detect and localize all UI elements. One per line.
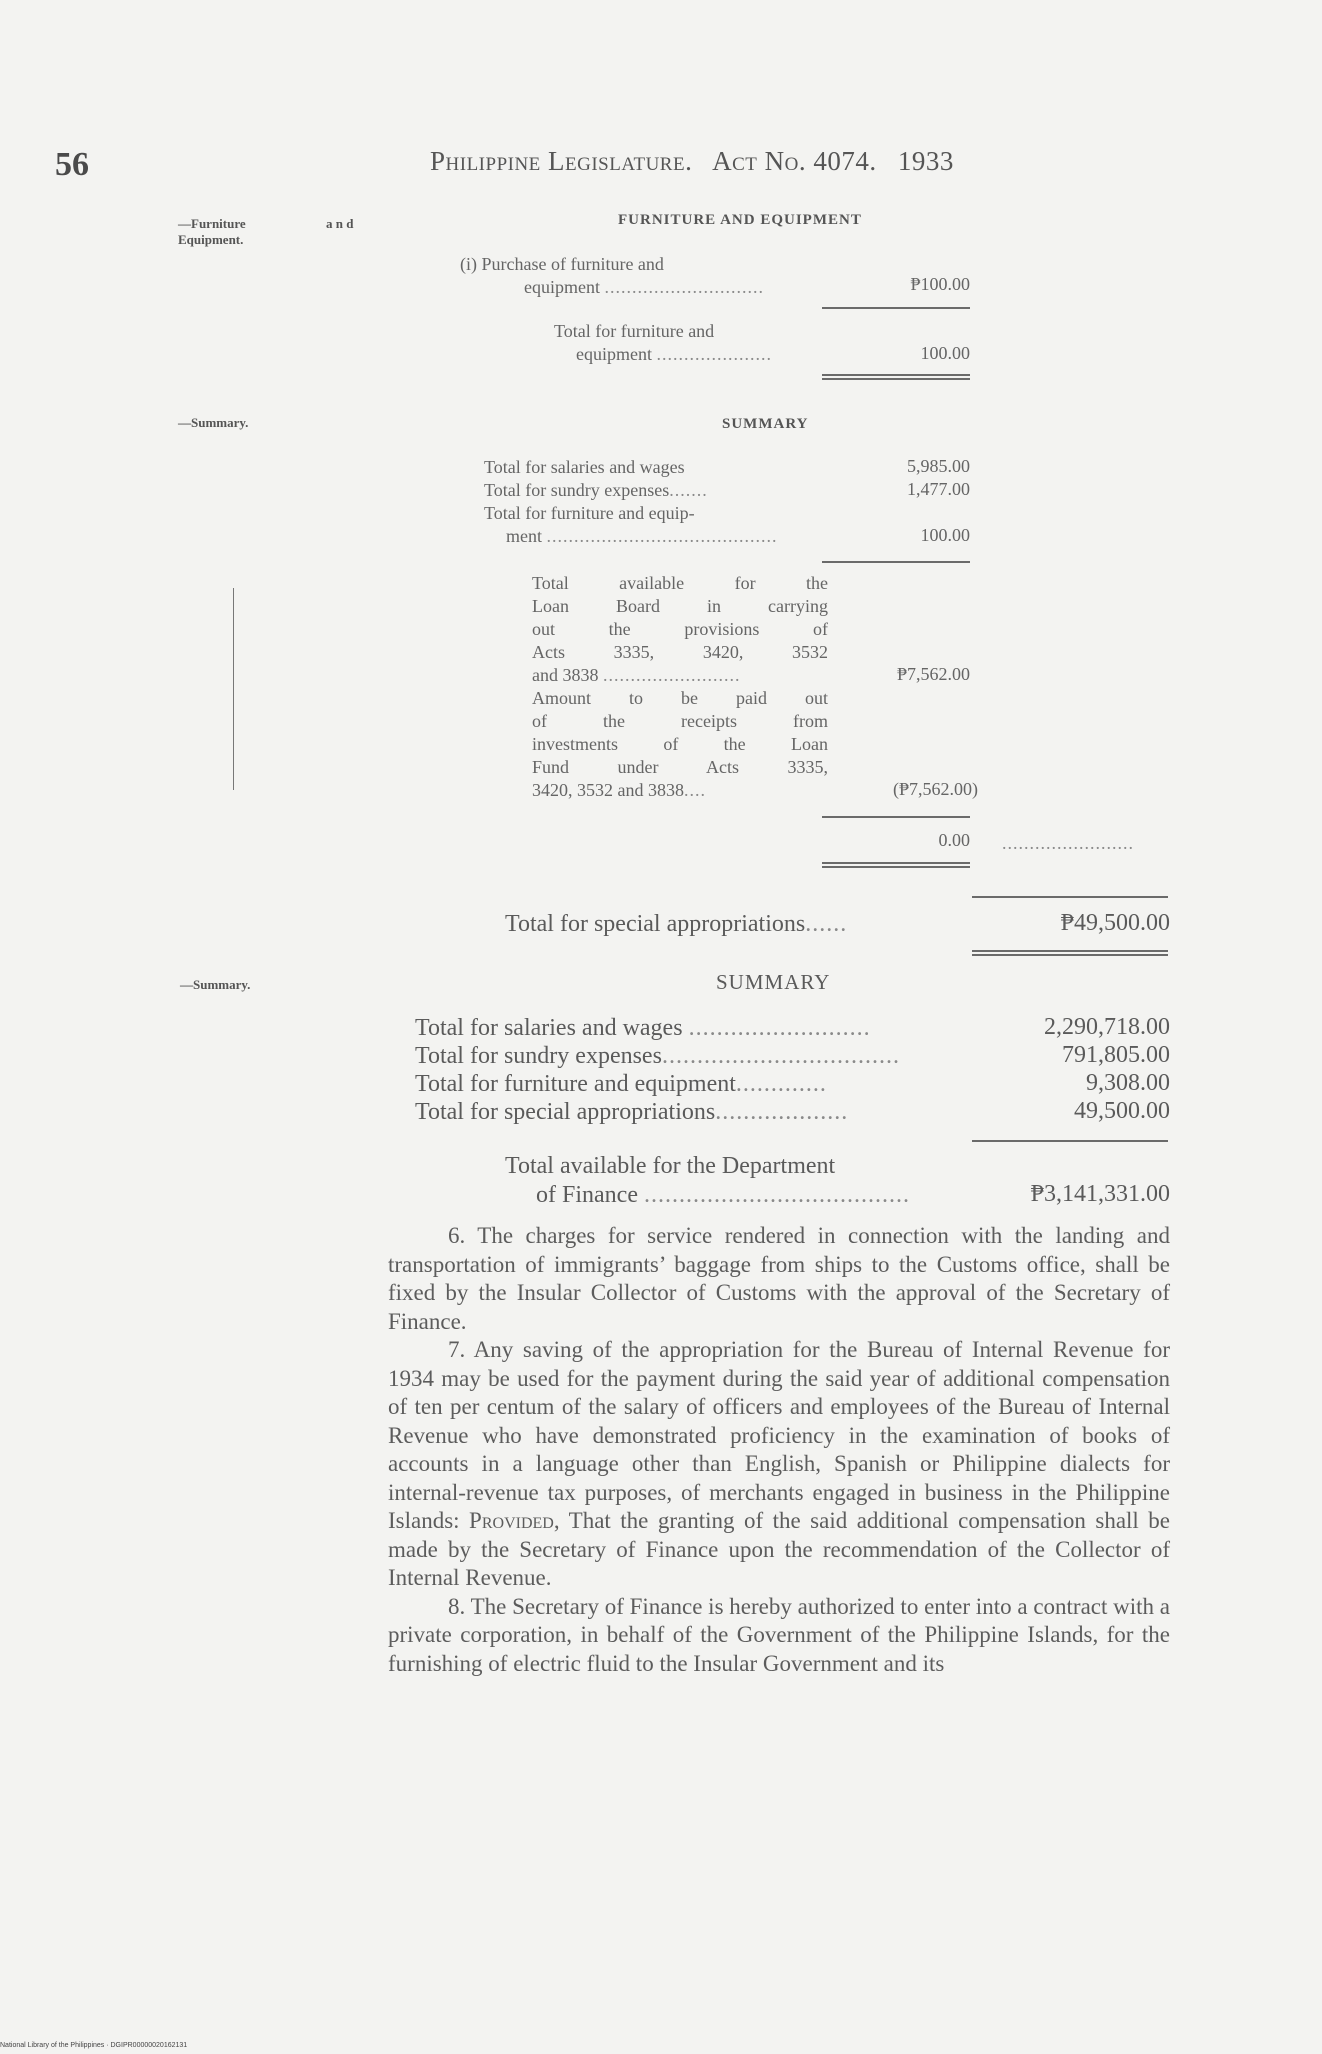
footer-stamp: National Library of the Philippines · DGIPR00000020162131 [0,2042,188,2049]
summary-heading-1: SUMMARY [722,416,809,432]
receipts-line: of the receipts from [532,711,828,731]
page-number: 56 [55,146,89,183]
summary2-row-special: Total for special appropriations................... [415,1099,849,1125]
furniture-total-amount: 100.00 [920,343,970,363]
net-dots: ........................ [1002,833,1134,853]
available-amount: ₱7,562.00 [896,664,970,684]
receipts-line: investments of the Loan [532,734,828,754]
provided-keyword: Provided, [469,1508,560,1533]
summary2-row-special-amount: 49,500.00 [1074,1098,1170,1124]
margin-note-furniture-and: a n d [326,216,354,231]
summary-row-furniture-line2: ment .......................................... [506,526,778,546]
body-text [388,1222,1170,1678]
furniture-heading: FURNITURE AND EQUIPMENT [618,212,862,228]
running-head-year: 1933 [897,146,954,176]
furniture-total-line2: equipment ..................... [576,344,772,364]
available-line: Acts 3335, 3420, 3532 [532,642,828,662]
running-head-act: Act No. 4074. [712,146,877,176]
summary-row-sundry: Total for sundry expenses....... [484,480,708,500]
furniture-item-line2: equipment ............................. [524,277,764,297]
summary2-row-sundry: Total for sundry expenses.................................. [415,1043,900,1069]
summary2-row-furniture-amount: 9,308.00 [1086,1070,1170,1096]
summary2-row-sundry-amount: 791,805.00 [1062,1042,1170,1068]
receipts-amount: (₱7,562.00) [893,779,978,799]
receipts-block [532,687,828,802]
available-block [532,572,828,687]
summary-heading-2: SUMMARY [716,970,831,994]
margin-note-summary-1: —Summary. [178,415,249,430]
receipts-line: Fund under Acts 3335, [532,757,828,777]
furniture-item-amount: ₱100.00 [910,274,970,294]
available-line-last: and 3838 ......................... [532,665,741,685]
dept-total-amount: ₱3,141,331.00 [1030,1181,1170,1207]
paragraph-8: 8. The Secretary of Finance is hereby authorized to enter into a contract with a private corporation, in behalf of the Government of the Philippine Islands, for the furnishing of electric fluid to the Insular Government and its [388,1593,1170,1676]
special-total-amount: ₱49,500.00 [1060,910,1170,936]
margin-vertical-line [233,588,234,790]
summary2-row-salaries: Total for salaries and wages .......................... [415,1015,871,1041]
available-line: Loan Board in carrying [532,596,828,616]
running-head-title: Philippine Legislature. [430,146,693,176]
net-amount: 0.00 [938,830,970,850]
dept-total-line1: Total available for the Department [505,1153,836,1179]
summary-row-sundry-amount: 1,477.00 [907,479,970,499]
available-line: Total available for the [532,573,828,593]
paragraph-6: 6. The charges for service rendered in connection with the landing and transportation of immigrants’ baggage from ships to the Customs office, shall be fixed by the Insular Collector of Customs with the approval of the Secretary of Finance. [388,1223,1170,1334]
available-line: out the provisions of [532,619,828,639]
rule [822,816,970,818]
furniture-total-line1: Total for furniture and [554,321,715,341]
summary-row-salaries-amount: 5,985.00 [907,456,970,476]
summary2-row-furniture: Total for furniture and equipment............. [415,1071,827,1097]
margin-note-summary-2: —Summary. [180,977,251,992]
furniture-item-line1: (i) Purchase of furniture and [460,254,664,274]
double-rule [822,862,970,868]
receipts-line: Amount to be paid out [532,688,828,708]
double-rule [822,374,970,380]
receipts-line-last: 3420, 3532 and 3838.... [532,780,706,800]
paragraph-7: 7. Any saving of the appropriation for the Bureau of Internal Revenue for 1934 may be used for the payment during the said year of additional compensation of ten per centum of the salary of officers and employees of the Bureau of Internal Revenue who have demonstrated proficiency in the examination of books of accounts in a language other than English, Spanish or Philippine dialects for internal-revenue tax purposes, of merchants engaged in business in the Philippine Islands: Provided, That the granting of the said additional compensation shall be made by the Secretary of Finance upon the recommendation of the Collector of Internal Revenue. [388,1337,1170,1590]
dept-total-line2: of Finance ...................................... [536,1182,910,1208]
rule [972,1140,1168,1142]
margin-note-equipment: Equipment. [178,232,244,247]
running-head [430,146,968,177]
double-rule [972,950,1168,956]
rule [972,896,1168,898]
rule [822,307,970,309]
special-total-label: Total for special appropriations...... [505,911,848,937]
summary-row-furniture-amount: 100.00 [920,525,970,545]
margin-note-furniture: —Furniture [178,216,246,231]
summary2-row-salaries-amount: 2,290,718.00 [1044,1014,1170,1040]
rule [822,561,970,563]
summary-row-furniture: Total for furniture and equip- [484,503,695,523]
summary-row-salaries: Total for salaries and wages [484,457,685,477]
